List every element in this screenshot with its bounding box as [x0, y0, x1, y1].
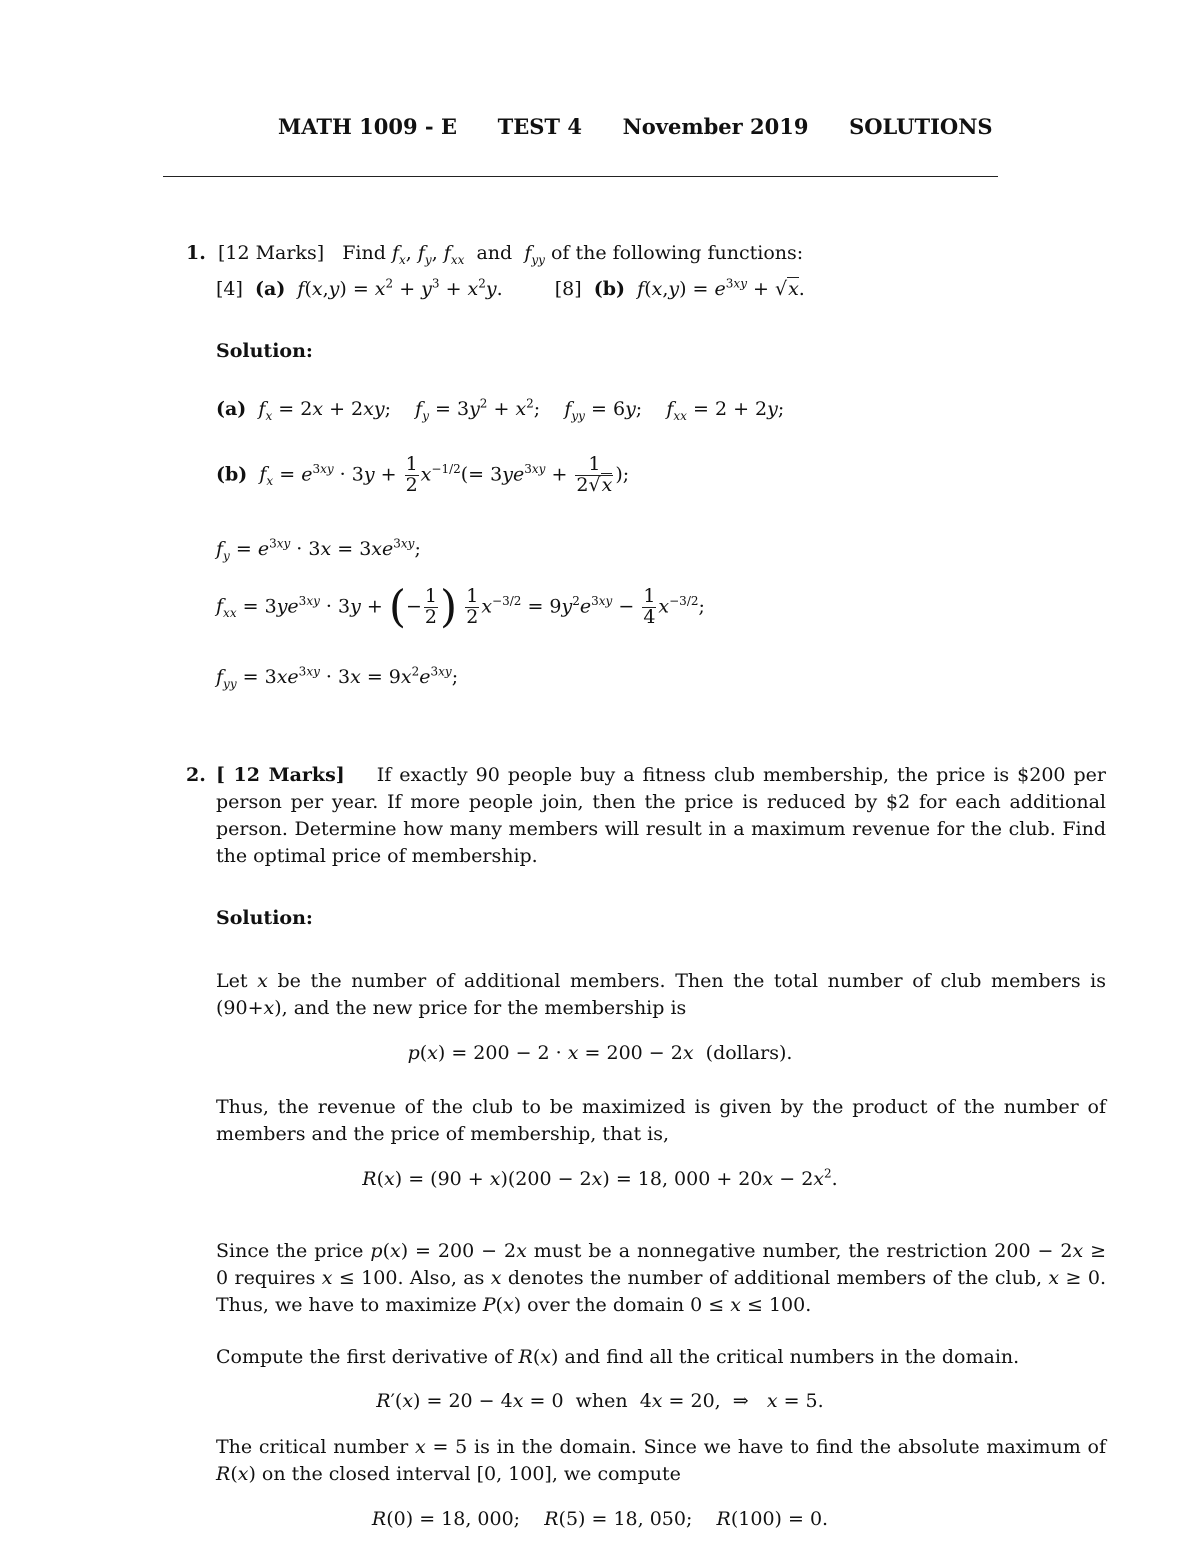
q1-part-b-function: $f(x,y) = e^{3xy} + √x$.: [637, 276, 805, 300]
solutions-label: SOLUTIONS: [849, 114, 993, 139]
q1-solution-label: Solution:: [216, 340, 313, 362]
q2-para-3: Since the price p(x) = 200 − 2x must be a nonnegative number, the restriction 200 − 2x ≥ 0 requires x ≤ 100. Also, as x denotes the number of additional members of the club, x ≥ 0. Thus, we have to maximize P(x) over the domain 0 ≤ x ≤ 100.: [216, 1240, 1107, 1316]
q2-para-5: The critical number x = 5 is in the domain. Since we have to find the absolute maximum of R(x) on the closed interval [0, 100], we compute: [216, 1436, 1106, 1485]
q1-number: 1.: [186, 242, 206, 264]
q1-prompt: 1. [12 Marks] Find $f_x$, $f_y$, $f_{xx}$ and $f_{yy}$ of the following functions:: [186, 242, 804, 267]
q1-part-a-function: $f(x,y) = x^2 + y^3 + x^2y$.: [297, 276, 503, 300]
q2-number: 2.: [186, 764, 206, 786]
q1-parts: [216, 278, 805, 300]
q1-sol-b-fy: $f_y = e^{3xy} \cdot 3x = 3xe^{3xy}$;: [216, 536, 421, 563]
test-number: TEST 4: [497, 114, 582, 139]
q2-marks: [ 12 Marks]: [216, 764, 345, 786]
course-code: MATH 1009 - E: [278, 114, 457, 139]
q1-part-a-label: (a): [255, 278, 286, 300]
q1-sol-b-fyy: $f_{yy} = 3xe^{3xy} \cdot 3x = 9x^2e^{3xy}$;: [216, 664, 459, 691]
header-rule: [163, 176, 998, 177]
q1-sol-b-fx: (b) $f_x = e^{3xy} \cdot 3y$ + $\frac{1}{2}$ $x^{-1/2}(= 3ye^{3xy}$ + $\frac{1}{2√x}$ );: [216, 453, 630, 496]
q2-eq-price: p(x) = 200 − 2 · x = 200 − 2x (dollars).: [407, 1042, 793, 1064]
q1-part-a-marks: [4]: [216, 278, 243, 300]
q2-eq-derivative: R′(x) = 20 − 4x = 0 when 4x = 20, ⇒ x = 5.: [376, 1390, 824, 1412]
test-date: November 2019: [622, 114, 809, 139]
q1-sol-a: (a) $f_x = 2x + 2xy$; $f_y = 3y^2 + x^2$; $f_{yy} = 6y$; $f_{xx} = 2 + 2y$;: [216, 396, 785, 423]
q2-solution-label: Solution:: [216, 907, 313, 929]
q2-eq-revenue: R(x) = (90 + x)(200 − 2x) = 18, $000 + 20x - 2x^2$.: [362, 1166, 838, 1190]
title-line: [278, 114, 993, 139]
q2-para-2: Thus, the revenue of the club to be maximized is given by the product of the number of members and the price of membership, that is,: [216, 1096, 1106, 1145]
q1-part-b-marks: [8]: [554, 278, 582, 300]
q1-part-b-label: (b): [593, 278, 626, 300]
q2-para-4: Compute the first derivative of R(x) and find all the critical numbers in the domain.: [216, 1346, 1020, 1368]
q2-para-1: Let x be the number of additional members. Then the total number of club members is (90+x), and the new price for the membership is: [216, 970, 1107, 1019]
q1-marks: [12 Marks]: [217, 242, 325, 264]
q1-sol-b-fxx: $f_{xx} = 3ye^{3xy} \cdot 3y$ + (− $\frac{1}{2}$ ) $\frac{1}{2}$ $x^{-3/2} = 9y^2e^{3xy}$ − $\frac{1}{4}$ $x^{-3/2}$;: [216, 581, 705, 633]
q2-prompt: [ 12 Marks] If exactly 90 people buy a fitness club membership, the price is $200 per person per year. If more people join, then the price is reduced by $2 for each additional person. Determine how many members will result in a maximum revenue for the club. Find the optimal price of membership.: [216, 764, 1106, 867]
q2-eq-values: R(0) = 18, 000; R(5) = 18, 050; R(100) = 0.: [371, 1508, 829, 1530]
